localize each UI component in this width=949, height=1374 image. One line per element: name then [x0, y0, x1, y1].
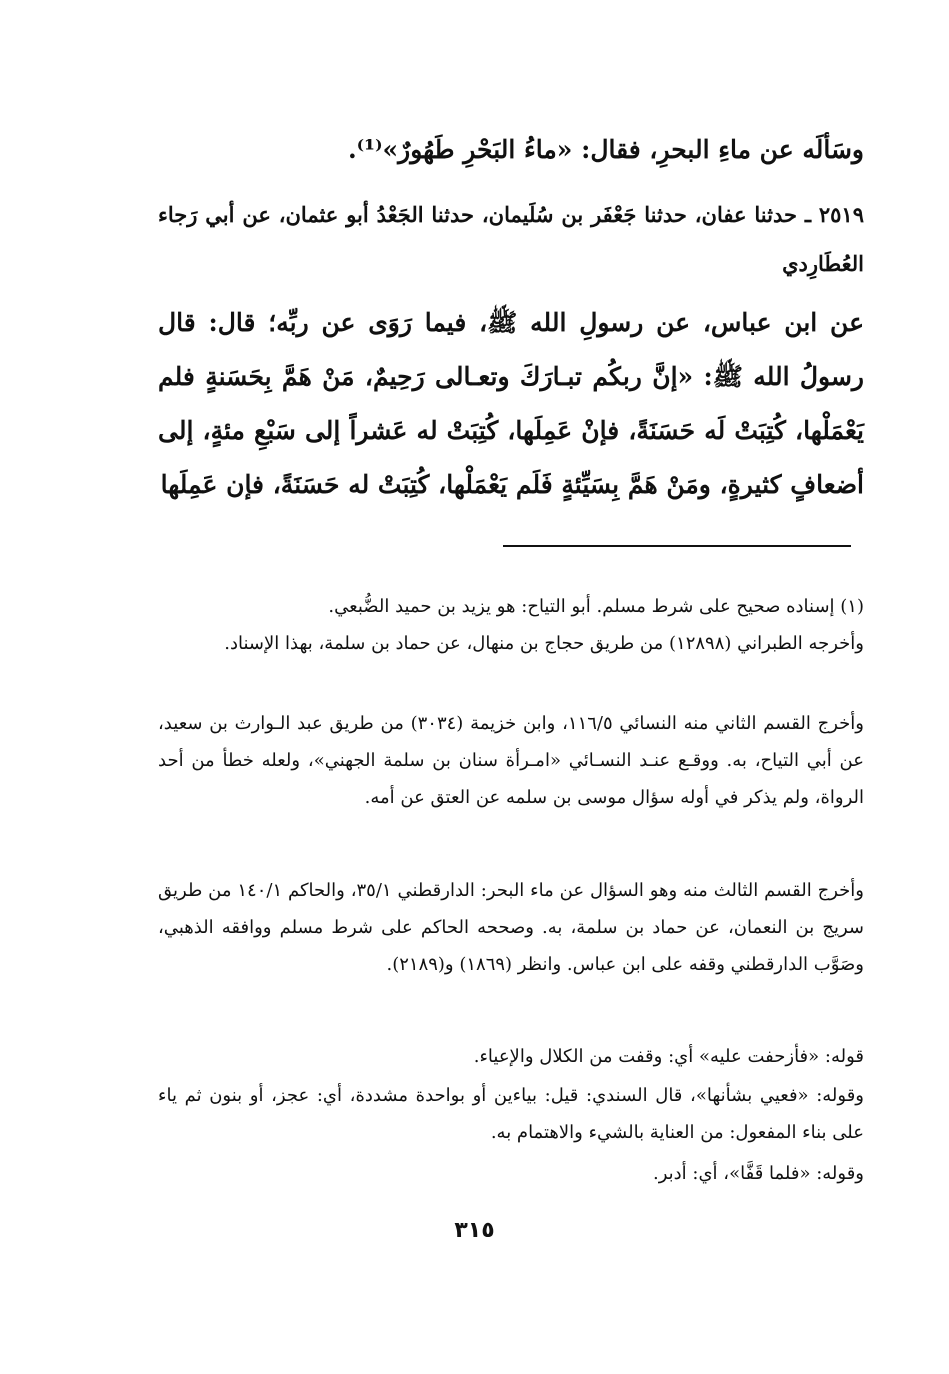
hadith-isnad-text: ـ حدثنا عفان، حدثنا جَعْفَر بن سُلَيمان، حدثنا الجَعْدُ أبو عثمان، عن أبي رَجاء العُطَارِدي: [158, 202, 864, 276]
hadith-number: ٢٥١٩: [818, 202, 864, 227]
footnote-paragraph: وأخرج القسم الثاني منه النسائي ١١٦/٥، وابن خزيمة (٣٠٣٤) من طريق عبد الـوارث بن سعيد، عن أبي التياح، به. ووقـع عنـد النسـائي «امـرأة سنان بن سلمة الجهني»، ولعله خطأ من أحد الرواة، ولم يذكر في أوله سؤال موسى بن سلمه عن العتق عن أمه.: [158, 713, 865, 808]
explanatory-note: قوله: «فأزحفت عليه» أي: وقفت من الكلال والإعياء.: [473, 1046, 864, 1067]
footnote-divider: [503, 545, 851, 547]
footnote-paragraph: وأخرج القسم الثالث منه وهو السؤال عن ماء البحر: الدارقطني ٣٥/١، والحاكم ١٤٠/١ من طريق سريج بن النعمان، عن حماد بن سلمة، به. وصححه الحاكم على شرط مسلم ووافقه الذهبي، وصَوَّب الدارقطني وقفه على ابن عباس. وانظر (١٨٦٩) و(٢١٨٩).: [158, 880, 864, 975]
hadith-text: عن ابن عباس، عن رسولِ الله ﷺ، فيما رَوَى عن ربِّه؛ قال: قال رسولُ الله ﷺ: «إنَّ ربكُم تبـارَكَ وتعـالى رَحِيمٌ، مَنْ هَمَّ بِحَسَنةٍ فلم يَعْمَلْها، كُتِبَتْ لَه حَسَنَةً، فإنْ عَمِلَها، كُتِبَتْ له عَشراً إلى سَبْعِ مئةٍ، إلى أضعافٍ كثيرةٍ، ومَنْ هَمَّ بِسَيِّئةٍ فَلَم يَعْمَلْها، كُتِبَتْ له حَسَنَةً، فإن عَمِلَها: [158, 308, 864, 499]
page-number: ٣١٥: [454, 1218, 495, 1243]
opening-line: وسَألَه عن ماءِ البحرِ، فقال: «ماءُ البَحْرِ طَهُورٌ»⁽¹⁾.: [347, 135, 864, 164]
footnote-1: (١) إسناده صحيح على شرط مسلم. أبو التياح: هو يزيد بن حميد الضُّبعي.: [328, 596, 864, 617]
hadith-isnad: [158, 190, 864, 288]
explanatory-note: وقوله: «فعيي بشأنها»، قال السندي: قيل: بياءين أو بواحدة مشددة، أي: عجز، أو بنون ثم ياء على بناء المفعول: من العناية بالشيء والاهتمام به.: [158, 1085, 864, 1143]
footnote-paragraph: وأخرجه الطبراني (١٢٨٩٨) من طريق حجاج بن منهال، عن حماد بن سلمة، بهذا الإسناد.: [224, 633, 864, 654]
explanatory-note: وقوله: «فلما قَفَّا»، أي: أدبر.: [653, 1163, 864, 1184]
